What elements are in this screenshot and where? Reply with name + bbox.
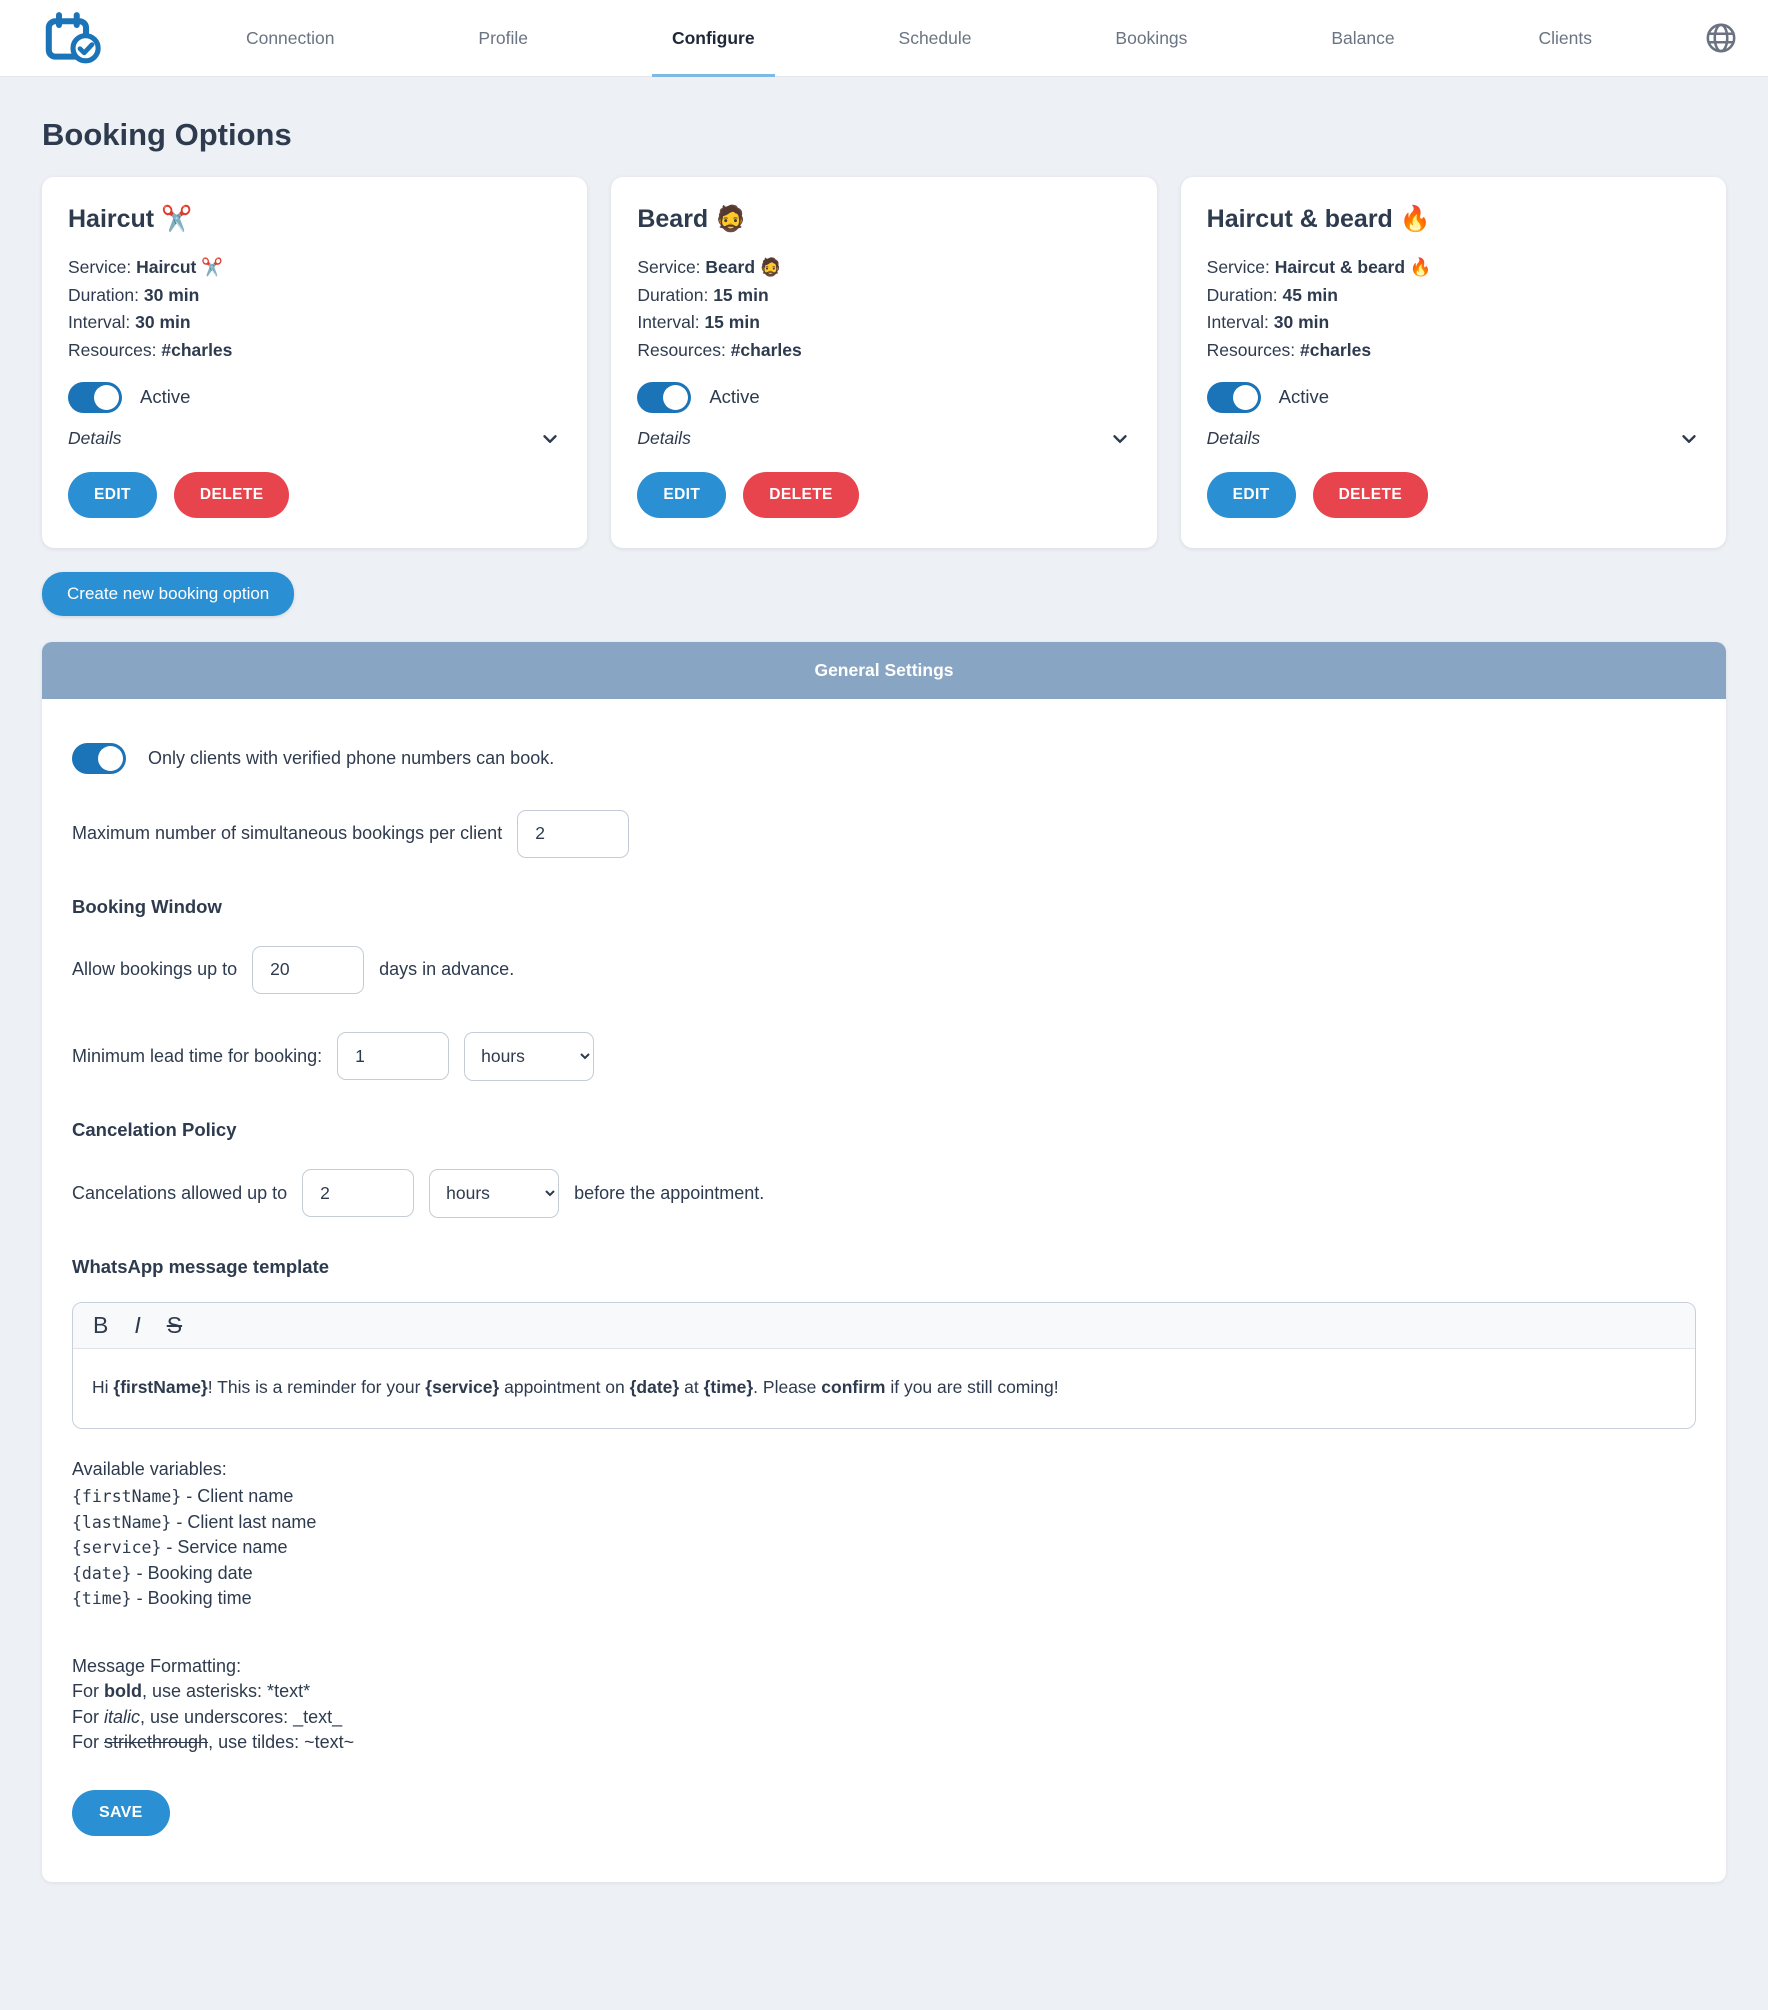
booking-option-details [68,254,561,365]
message-bold-segment: confirm [821,1376,886,1397]
detail-label: Duration: [1206,284,1283,305]
card-detail-row [637,309,1130,337]
details-label: Details [637,428,691,449]
booking-option-title: Beard 🧔 [637,205,747,233]
detail-label: Duration: [68,284,144,305]
chevron-down-icon [1109,428,1131,450]
edit-button[interactable]: EDIT [68,472,157,518]
cancelation-unit-select[interactable] [429,1169,559,1218]
detail-label: Interval: [1206,312,1274,333]
card-detail-row [1207,309,1700,337]
detail-label: Interval: [68,312,136,333]
bold-button[interactable]: B [93,1311,109,1338]
card-detail-row [1207,282,1700,310]
booking-option-card [42,177,587,548]
details-label: Details [68,428,122,449]
delete-button[interactable]: DELETE [1313,472,1429,518]
cancelation-setting [72,1169,1696,1218]
advance-booking-setting [72,946,1696,994]
nav-item-label: Bookings [1115,27,1188,48]
variable-name: {firstName} [72,1487,182,1507]
variable-description: - Booking time [131,1588,252,1609]
detail-value: 30 min [135,312,191,333]
lead-time-setting [72,1032,1696,1081]
cancelation-policy-heading: Cancelation Policy [72,1118,237,1140]
card-detail-row [637,254,1130,282]
card-actions [637,472,1130,518]
formatting-line: For strikethrough, use tildes: ~text~ [72,1732,355,1753]
nav-item-bookings[interactable] [1109,0,1193,76]
editor-toolbar [73,1303,1695,1349]
card-detail-row [637,337,1130,365]
card-actions [1207,472,1700,518]
variable-description: - Booking date [131,1562,253,1583]
variable-item [72,1535,1696,1561]
variable-name: {time} [72,1589,132,1609]
formatting-lines [72,1679,1696,1756]
detail-label: Service: [637,257,706,277]
save-button[interactable]: SAVE [72,1790,170,1836]
cancelation-suffix: before the appointment. [574,1182,765,1203]
booking-option-title: Haircut & beard 🔥 [1206,205,1431,233]
booking-window-heading: Booking Window [72,895,222,917]
active-toggle[interactable] [68,382,122,413]
create-new-booking-option-button[interactable]: Create new booking option [42,572,294,616]
verified-phone-toggle[interactable] [72,743,126,774]
message-text-segment: Hi [92,1376,114,1397]
booking-option-card [611,177,1156,548]
active-toggle-label: Active [1278,386,1330,408]
message-template-editor [72,1302,1696,1429]
general-settings-header: General Settings [42,642,1726,699]
message-text-segment: at [679,1376,704,1397]
formatting-line: For italic, use underscores: _text_ [72,1706,343,1727]
detail-value: #charles [161,339,233,360]
whatsapp-template-heading: WhatsApp message template [72,1255,330,1277]
nav-item-label: Balance [1331,27,1395,48]
nav-item-profile[interactable] [472,0,534,76]
card-detail-row [637,282,1130,310]
nav-item-label: Clients [1538,27,1593,48]
message-text-segment: . Please [753,1376,822,1397]
message-text-segment: if you are still coming! [885,1376,1059,1397]
detail-value: #charles [730,339,802,360]
nav-items [174,0,1664,76]
formatting-heading: Message Formatting: [72,1655,242,1676]
max-bookings-setting [72,810,1696,858]
detail-label: Interval: [637,312,705,333]
details-expander[interactable] [637,428,1130,450]
detail-value: 30 min [143,284,200,305]
message-bold-segment: {service} [425,1376,500,1397]
details-expander[interactable] [68,428,561,450]
chevron-down-icon [1678,428,1700,450]
message-bold-segment: {firstName} [113,1376,208,1397]
variable-item [72,1510,1696,1536]
message-bold-segment: {date} [629,1376,680,1397]
card-detail-row [68,282,561,310]
nav-item-balance[interactable] [1325,0,1400,76]
available-variables [72,1457,1696,1612]
booking-option-details [637,254,1130,365]
active-toggle-label: Active [140,386,191,408]
verified-phone-label: Only clients with verified phone numbers can book. [148,747,555,768]
detail-value: 45 min [1282,284,1338,305]
variable-name: {date} [72,1563,132,1583]
advance-days-input[interactable] [252,946,364,994]
lead-time-unit-select[interactable] [464,1032,594,1081]
detail-value: 15 min [704,312,760,333]
booking-option-card [1181,177,1726,548]
lead-time-label: Minimum lead time for booking: [72,1045,323,1066]
cancelation-prefix: Cancelations allowed up to [72,1182,288,1203]
active-toggle-row [637,382,1130,413]
active-toggle[interactable] [1207,382,1261,413]
formatting-line: For bold, use asterisks: *text* [72,1681,311,1702]
active-toggle[interactable] [637,382,691,413]
detail-value: Haircut ✂️ [136,257,224,277]
advance-booking-suffix: days in advance. [379,959,515,980]
detail-value: #charles [1300,339,1372,360]
card-detail-row [68,309,561,337]
variable-description: - Client name [181,1486,294,1507]
nav-item-configure[interactable] [666,0,761,76]
globe-icon [1704,21,1738,55]
variables-list [72,1484,1696,1612]
detail-value: Haircut & beard 🔥 [1274,257,1432,277]
calendar-check-logo-icon [42,11,104,65]
edit-button[interactable]: EDIT [637,472,726,518]
nav-item-label: Configure [671,27,755,48]
general-settings-body [42,699,1726,1882]
detail-label: Resources: [68,339,162,360]
booking-option-title: Haircut ✂️ [68,205,193,233]
delete-button[interactable]: DELETE [174,472,290,518]
active-toggle-label: Active [709,386,760,408]
max-bookings-input[interactable] [517,810,629,858]
nav-item-label: Schedule [898,27,972,48]
active-toggle-row [68,382,561,413]
nav-item-connection[interactable] [240,0,341,76]
nav-item-clients[interactable] [1533,0,1599,76]
details-label: Details [1206,428,1261,449]
card-actions [68,472,561,518]
detail-label: Resources: [1206,339,1301,360]
detail-label: Duration: [637,284,714,305]
message-text-segment: appointment on [499,1376,630,1397]
advance-booking-prefix: Allow bookings up to [72,959,238,980]
nav-item-label: Connection [245,27,335,48]
details-expander[interactable] [1207,428,1700,450]
strikethrough-button[interactable]: S [166,1311,183,1338]
cancelation-value-input[interactable] [302,1169,414,1217]
lead-time-input[interactable] [337,1032,449,1080]
delete-button[interactable]: DELETE [743,472,859,518]
variable-item [72,1586,1696,1612]
chevron-down-icon [539,428,561,450]
page-title: Booking Options [42,117,292,152]
nav-item-label: Profile [478,27,529,48]
top-navigation [0,0,1768,77]
card-detail-row [68,337,561,365]
message-text[interactable] [73,1349,1695,1428]
detail-label: Resources: [637,339,731,360]
card-detail-row [1207,337,1700,365]
variable-description: - Client last name [171,1511,317,1532]
app-logo[interactable] [42,0,104,76]
edit-button[interactable]: EDIT [1207,472,1296,518]
card-detail-row [68,254,561,282]
max-bookings-label: Maximum number of simultaneous bookings per client [72,823,503,844]
detail-value: Beard 🧔 [705,257,782,277]
active-toggle-row [1207,382,1700,413]
detail-label: Service: [68,257,137,277]
message-text-segment: ! This is a reminder for your [207,1376,426,1397]
detail-value: 15 min [713,284,769,305]
variable-description: - Service name [161,1537,288,1558]
booking-option-cards [42,177,1726,548]
main-content [0,77,1768,1926]
variable-item [72,1561,1696,1587]
general-settings-panel [42,642,1726,1882]
variable-name: {service} [72,1538,162,1558]
variables-heading: Available variables: [72,1458,227,1479]
variable-item [72,1484,1696,1510]
variable-name: {lastName} [72,1512,172,1532]
nav-item-schedule[interactable] [893,0,978,76]
booking-option-details [1207,254,1700,365]
detail-value: 30 min [1273,312,1330,333]
message-formatting [72,1654,1696,1756]
message-bold-segment: {time} [703,1376,754,1397]
card-detail-row [1207,254,1700,282]
verified-phone-setting [72,743,1696,774]
italic-button[interactable]: I [134,1311,141,1338]
detail-label: Service: [1206,257,1275,277]
language-selector[interactable] [1704,0,1738,76]
